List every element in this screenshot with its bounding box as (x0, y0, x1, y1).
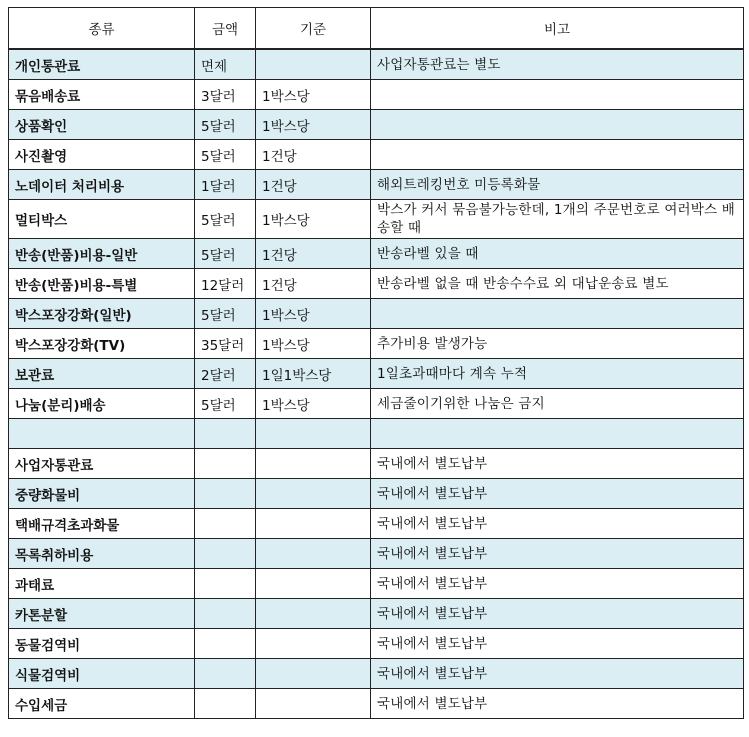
cell-basis (256, 509, 371, 539)
cell-type: 반송(반품)비용-일반 (9, 239, 195, 269)
table-row (9, 299, 744, 329)
cell-basis: 1박스당 (256, 329, 371, 359)
cell-note (371, 80, 744, 110)
cell-type: 보관료 (9, 359, 195, 389)
fee-table (8, 7, 744, 719)
cell-amount: 35달러 (195, 329, 256, 359)
cell-amount (195, 449, 256, 479)
cell-type: 사진촬영 (9, 140, 195, 170)
cell-note: 세금줄이기위한 나눔은 금지 (371, 389, 744, 419)
table-row (9, 329, 744, 359)
cell-basis (256, 419, 371, 449)
cell-amount: 2달러 (195, 359, 256, 389)
table-row (9, 269, 744, 299)
cell-amount (195, 419, 256, 449)
cell-basis: 1일1박스당 (256, 359, 371, 389)
table-row (9, 449, 744, 479)
cell-type: 노데이터 처리비용 (9, 170, 195, 200)
cell-type: 사업자통관료 (9, 449, 195, 479)
cell-amount (195, 569, 256, 599)
cell-amount: 5달러 (195, 110, 256, 140)
cell-basis: 1박스당 (256, 200, 371, 239)
cell-note (371, 419, 744, 449)
cell-note: 국내에서 별도납부 (371, 479, 744, 509)
cell-type: 목록취하비용 (9, 539, 195, 569)
table-row (9, 599, 744, 629)
cell-basis (256, 689, 371, 719)
cell-basis: 1박스당 (256, 80, 371, 110)
cell-basis (256, 569, 371, 599)
cell-note: 반송라벨 있을 때 (371, 239, 744, 269)
cell-amount: 3달러 (195, 80, 256, 110)
header-type: 종류 (9, 8, 195, 50)
table-row (9, 200, 744, 239)
cell-note: 반송라벨 없을 때 반송수수료 외 대납운송료 별도 (371, 269, 744, 299)
cell-amount: 1달러 (195, 170, 256, 200)
table-body (9, 49, 744, 719)
cell-note: 1일초과때마다 계속 누적 (371, 359, 744, 389)
cell-note: 해외트레킹번호 미등록화물 (371, 170, 744, 200)
cell-note: 사업자통관료는 별도 (371, 49, 744, 80)
cell-type: 반송(반품)비용-특별 (9, 269, 195, 299)
table-row (9, 110, 744, 140)
cell-basis: 1건당 (256, 140, 371, 170)
cell-note (371, 299, 744, 329)
table-row (9, 689, 744, 719)
header-amount: 금액 (195, 8, 256, 50)
cell-basis (256, 629, 371, 659)
cell-type: 수입세금 (9, 689, 195, 719)
table-row (9, 659, 744, 689)
cell-note: 국내에서 별도납부 (371, 539, 744, 569)
cell-type: 박스포장강화(TV) (9, 329, 195, 359)
cell-basis (256, 599, 371, 629)
header-basis: 기준 (256, 8, 371, 50)
table-row (9, 80, 744, 110)
cell-type: 상품확인 (9, 110, 195, 140)
cell-note: 국내에서 별도납부 (371, 659, 744, 689)
cell-note (371, 140, 744, 170)
table-row (9, 389, 744, 419)
cell-type: 나눔(분리)배송 (9, 389, 195, 419)
table-row (9, 170, 744, 200)
cell-basis (256, 449, 371, 479)
cell-amount (195, 689, 256, 719)
cell-amount (195, 479, 256, 509)
table-row (9, 359, 744, 389)
cell-amount: 5달러 (195, 200, 256, 239)
cell-amount: 5달러 (195, 239, 256, 269)
cell-type: 중량화물비 (9, 479, 195, 509)
cell-amount: 12달러 (195, 269, 256, 299)
header-row (9, 8, 744, 50)
cell-type: 개인통관료 (9, 49, 195, 80)
cell-note: 추가비용 발생가능 (371, 329, 744, 359)
table-row (9, 479, 744, 509)
cell-type: 묶음배송료 (9, 80, 195, 110)
cell-amount (195, 629, 256, 659)
cell-basis (256, 49, 371, 80)
cell-amount: 면제 (195, 49, 256, 80)
cell-note: 국내에서 별도납부 (371, 629, 744, 659)
cell-basis (256, 539, 371, 569)
cell-amount (195, 509, 256, 539)
table-row (9, 49, 744, 80)
table-row (9, 140, 744, 170)
cell-type: 카톤분할 (9, 599, 195, 629)
cell-note: 국내에서 별도납부 (371, 599, 744, 629)
cell-note: 국내에서 별도납부 (371, 449, 744, 479)
table-row (9, 539, 744, 569)
cell-basis: 1건당 (256, 239, 371, 269)
cell-type: 과태료 (9, 569, 195, 599)
cell-amount: 5달러 (195, 389, 256, 419)
cell-basis (256, 479, 371, 509)
cell-type: 택배규격초과화물 (9, 509, 195, 539)
cell-note: 국내에서 별도납부 (371, 689, 744, 719)
cell-basis: 1박스당 (256, 110, 371, 140)
cell-note: 박스가 커서 묶음불가능한데, 1개의 주문번호로 여러박스 배송할 때 (371, 200, 744, 239)
table-row (9, 419, 744, 449)
header-note: 비고 (371, 8, 744, 50)
table-row (9, 239, 744, 269)
cell-type: 박스포장강화(일반) (9, 299, 195, 329)
cell-amount: 5달러 (195, 299, 256, 329)
cell-basis (256, 659, 371, 689)
cell-amount (195, 599, 256, 629)
cell-type: 멀티박스 (9, 200, 195, 239)
cell-note: 국내에서 별도납부 (371, 509, 744, 539)
table-row (9, 569, 744, 599)
cell-type (9, 419, 195, 449)
cell-basis: 1건당 (256, 170, 371, 200)
cell-basis: 1박스당 (256, 299, 371, 329)
cell-amount (195, 539, 256, 569)
cell-basis: 1박스당 (256, 389, 371, 419)
cell-basis: 1건당 (256, 269, 371, 299)
cell-type: 동물검역비 (9, 629, 195, 659)
cell-amount: 5달러 (195, 140, 256, 170)
table-row (9, 509, 744, 539)
cell-note: 국내에서 별도납부 (371, 569, 744, 599)
cell-type: 식물검역비 (9, 659, 195, 689)
cell-amount (195, 659, 256, 689)
cell-note (371, 110, 744, 140)
table-row (9, 629, 744, 659)
